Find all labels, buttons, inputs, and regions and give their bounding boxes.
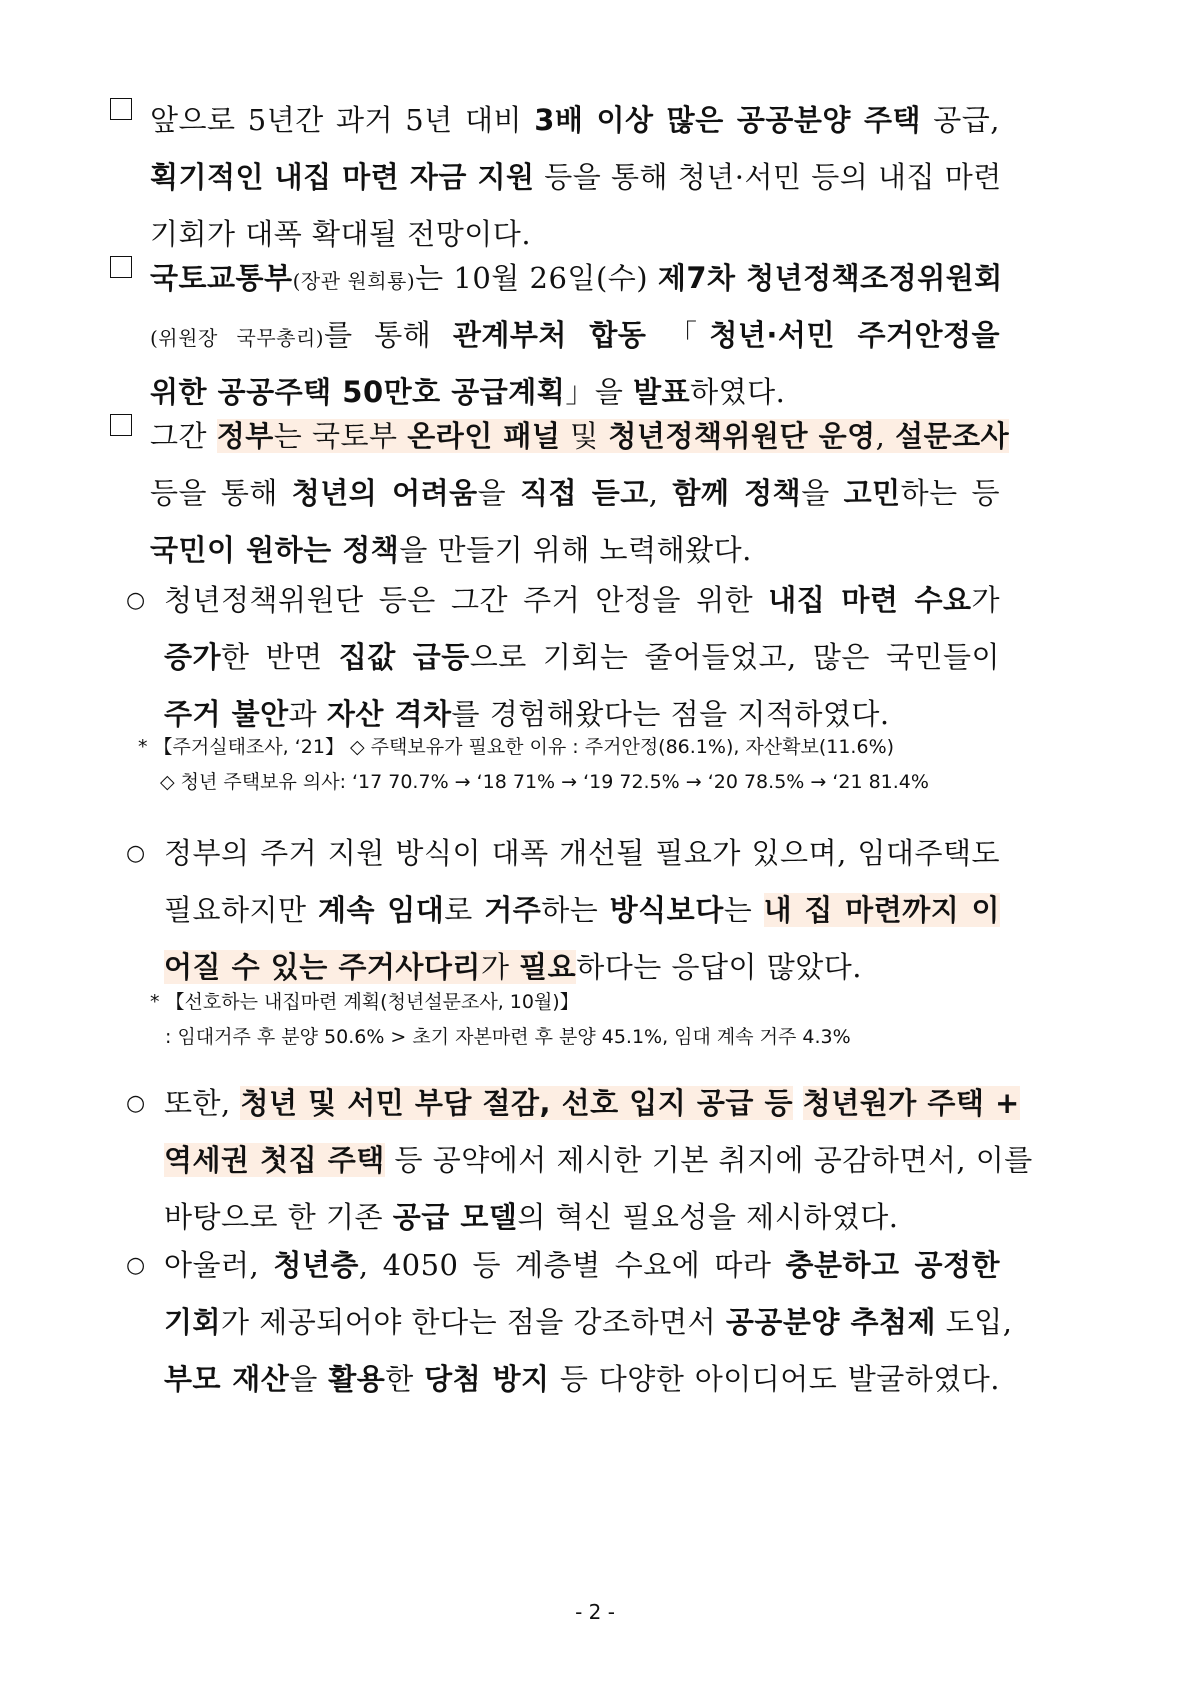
item-youth-feedback bbox=[120, 572, 1000, 743]
text-line: 획기적인 내집 마련 자금 지원 등을 통해 청년·서민 등의 내집 마련 bbox=[150, 160, 1002, 194]
circle-bullet-icon: ○ bbox=[126, 841, 146, 866]
item-housing-ladder bbox=[120, 825, 1000, 996]
square-bullet-icon bbox=[110, 414, 132, 436]
text-line: 부모 재산을 활용한 당첨 방지 등 다양한 아이디어도 발굴하였다. bbox=[164, 1362, 1000, 1396]
text-line: 어질 수 있는 주거사다리가 필요하다는 응답이 많았다. bbox=[164, 950, 862, 984]
page-number: - 2 - bbox=[575, 1600, 615, 1624]
circle-bullet-icon: ○ bbox=[126, 1091, 146, 1116]
text-line: 필요하지만 계속 임대로 거주하는 방식보다는 내 집 마련까지 이 bbox=[164, 893, 1001, 927]
footnote-housing-survey-trend: ◇ 청년 주택보유 의사: ‘17 70.7% → ‘18 71% → ‘19 72.5% → ‘20 78.5% → ‘21 81.4% bbox=[160, 771, 929, 793]
text-line: 또한, 청년 및 서민 부담 절감, 선호 입지 공급 등 청년원가 주택 + bbox=[164, 1086, 1020, 1120]
text-line: 기회가 제공되어야 한다는 점을 강조하면서 공공분양 추첨제 도입, bbox=[164, 1305, 1013, 1339]
text-line: 국토교통부(장관 원희룡)는 10월 26일(수) 제7차 청년정책조정위원회 bbox=[150, 261, 1003, 295]
text-line: 등을 통해 청년의 어려움을 직접 듣고, 함께 정책을 고민하는 등 bbox=[150, 476, 1001, 510]
circle-bullet-icon: ○ bbox=[126, 1253, 146, 1278]
item-supply-model bbox=[120, 1075, 1033, 1246]
text-line: 앞으로 5년간 과거 5년 대비 3배 이상 많은 공공분양 주택 공급, bbox=[150, 103, 1001, 137]
text-line: (위원장 국무총리)를 통해 관계부처 합동 「청년·서민 주거안정을 bbox=[150, 318, 1001, 352]
square-bullet-icon bbox=[110, 98, 132, 120]
text-line: 아울러, 청년층, 4050 등 계층별 수요에 따라 충분하고 공정한 bbox=[164, 1248, 1000, 1282]
text-line: 주거 불안과 자산 격차를 경험해왔다는 점을 지적하였다. bbox=[164, 697, 890, 731]
text-line: 기회가 대폭 확대될 전망이다. bbox=[150, 217, 532, 251]
footnote-preference-results: : 임대거주 후 분양 50.6% > 초기 자본마련 후 분양 45.1%, 임대 계속 거주 4.3% bbox=[165, 1026, 851, 1048]
footnote-preference-survey: * 【선호하는 내집마련 계획(청년설문조사, 10월)】 bbox=[150, 991, 579, 1013]
text-line: 청년정책위원단 등은 그간 주거 안정을 위한 내집 마련 수요가 bbox=[164, 583, 1000, 617]
square-bullet-icon bbox=[110, 256, 132, 278]
text-line: 국민이 원하는 정책을 만들기 위해 노력해왔다. bbox=[150, 533, 752, 567]
text-line: 역세권 첫집 주택 등 공약에서 제시한 기본 취지에 공감하면서, 이를 bbox=[164, 1143, 1033, 1177]
text-line: 그간 정부는 국토부 온라인 패널 및 청년정책위원단 운영, 설문조사 bbox=[150, 419, 1010, 453]
item-fair-opportunity bbox=[120, 1237, 1013, 1408]
circle-bullet-icon: ○ bbox=[126, 588, 146, 613]
text-line: 증가한 반면 집값 급등으로 기회는 줄어들었고, 많은 국민들이 bbox=[164, 640, 1000, 674]
paragraph-government-efforts bbox=[110, 408, 1010, 579]
paragraph-outlook bbox=[110, 92, 1000, 263]
text-line: 위한 공공주택 50만호 공급계획」을 발표하였다. bbox=[150, 375, 786, 409]
footnote-housing-survey: * 【주거실태조사, ‘21】 ◇ 주택보유가 필요한 이유 : 주거안정(86.1%), 자산확보(11.6%) bbox=[138, 736, 895, 758]
text-line: 바탕으로 한 기존 공급 모델의 혁신 필요성을 제시하였다. bbox=[164, 1200, 899, 1234]
paragraph-announcement bbox=[110, 250, 1003, 421]
text-line: 정부의 주거 지원 방식이 대폭 개선될 필요가 있으며, 임대주택도 bbox=[164, 836, 1000, 870]
